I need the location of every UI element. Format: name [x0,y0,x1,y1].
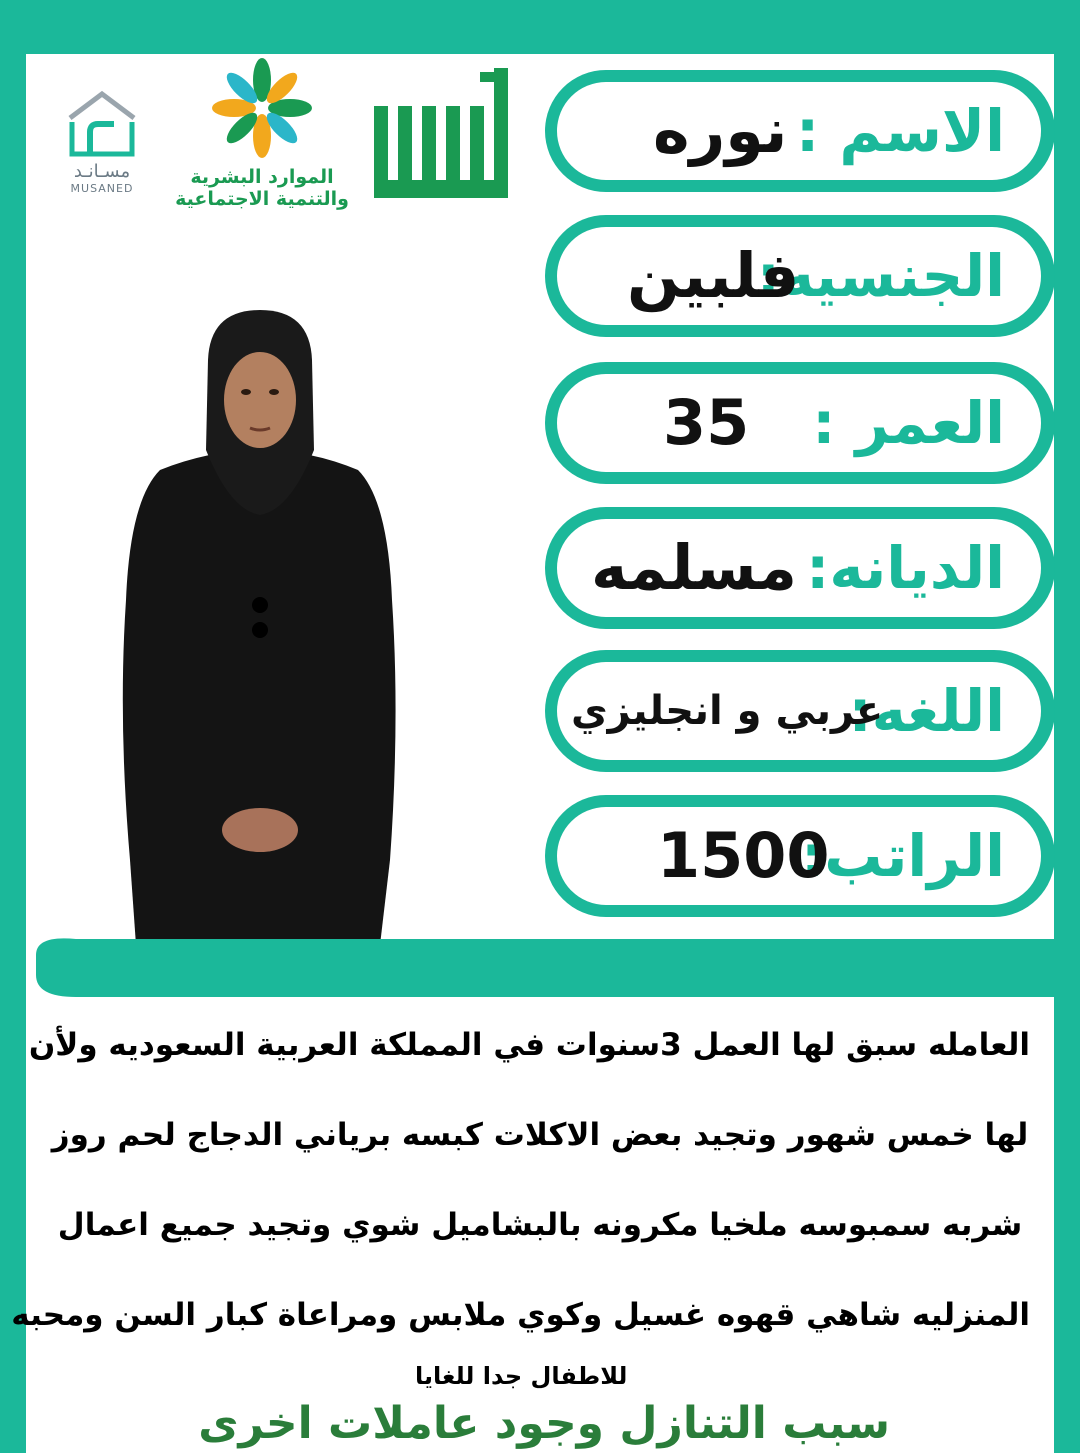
hr-logo-line2: والتنمية الاجتماعية [175,188,349,210]
field-language [545,650,1055,772]
field-nationality-inner [557,227,1041,325]
field-name [545,70,1055,192]
description-line-5: للاطفال جدا للغايا [415,1362,628,1390]
field-religion [545,507,1055,629]
description-line-4: المنزليه شاهي قهوه غسيل وكوي ملابس ومراعاة كبار السن ومحبه [11,1297,1030,1333]
field-age-label: العمر : [812,389,1005,457]
field-religion-inner [557,519,1041,617]
description-line-1: العامله سبق لها العمل 3سنوات في المملكة العربية السعوديه ولأن [28,1027,1030,1063]
field-nationality-label: الجنسيه: [756,242,1005,310]
wave-divider [36,935,1080,1005]
field-age [545,362,1055,484]
field-language-inner [557,662,1041,760]
field-name-value: نوره [653,94,788,167]
star-emblem-icon [207,58,317,158]
absher-logo-icon [370,60,520,210]
worker-photo [100,300,420,945]
field-nationality [545,215,1055,337]
field-nationality-value: فلبين [627,239,800,312]
field-name-inner [557,82,1041,180]
field-age-inner [557,374,1041,472]
field-religion-label: الديانه: [806,534,1005,602]
field-salary-inner [557,807,1041,905]
house-icon [62,88,142,158]
field-salary [545,795,1055,917]
field-religion-value: مسلمه [591,531,797,604]
field-age-value: 35 [663,386,750,459]
transfer-reason: سبب التنازل وجود عاملات اخرى [198,1398,890,1449]
haraj-watermark: حراج1 [880,1375,1036,1433]
description-text [11,1000,1030,1360]
field-language-value: عربي و انجليزي [571,688,884,734]
description-line-2: لها خمس شهور وتجيد بعض الاكلات كبسه برياني الدجاج لحم روز [51,1117,1029,1153]
musaned-logo [54,88,150,212]
worker-figure-image [100,300,420,945]
field-name-label: الاسم : [796,97,1005,165]
absher-logo [370,60,520,210]
hr-ministry-logo [172,58,352,218]
description-line-3: شربه سمبوسه ملخيا مكرونه بالبشاميل شوي وتجيد جميع اعمال [57,1207,1023,1243]
musaned-arabic: مسـانـد [73,161,131,182]
field-salary-label: الراتب: [801,822,1005,890]
hr-logo-line1: الموارد البشرية [190,166,334,188]
field-language-label: اللغه: [848,677,1005,745]
field-salary-value: 1500 [657,819,830,892]
musaned-english: MUSANED [70,182,134,195]
